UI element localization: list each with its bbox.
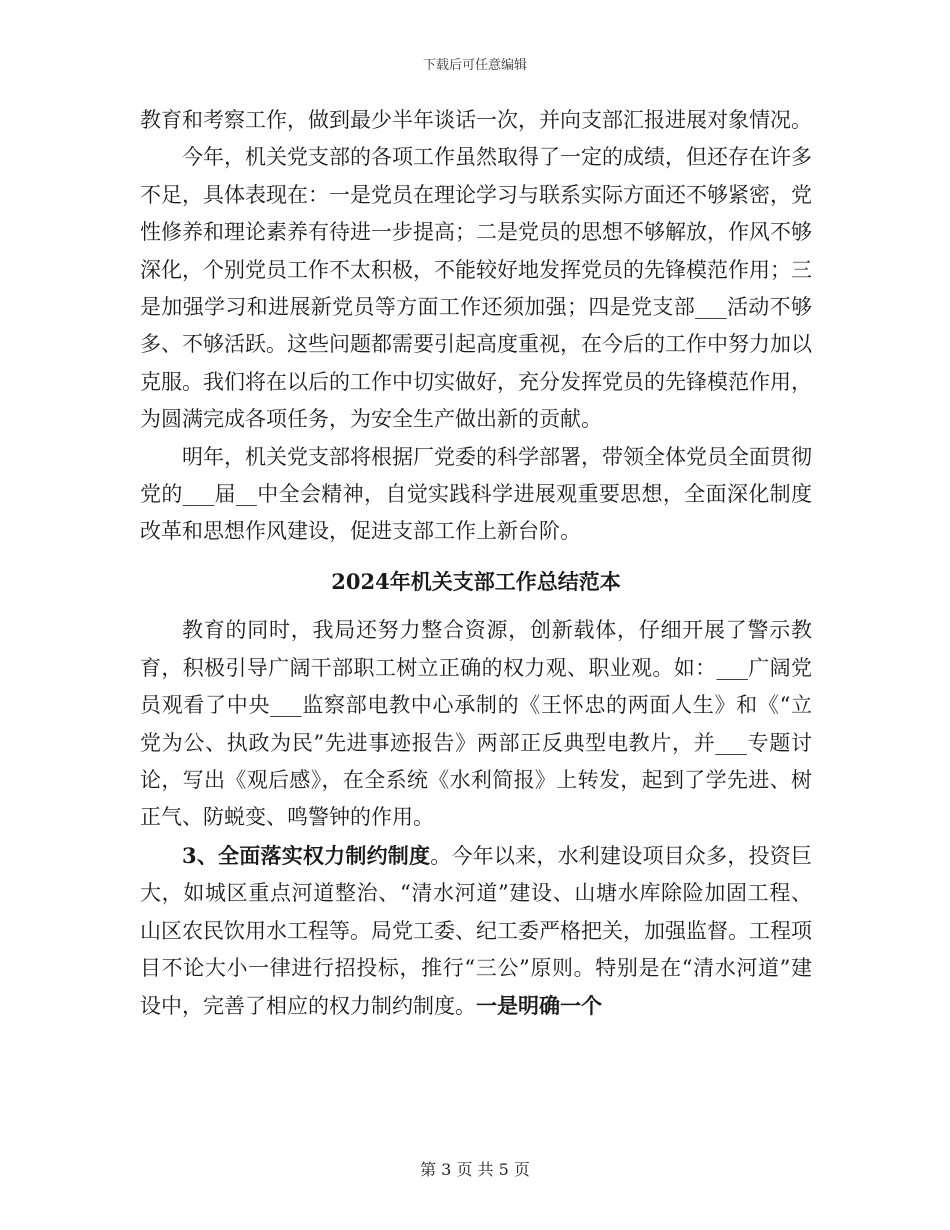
section-title: 2024年机关支部工作总结范本 bbox=[331, 568, 621, 594]
document-body bbox=[140, 102, 812, 1026]
paragraph-3: 明年，机关党支部将根据厂党委的科学部署，带领全体党员全面贯彻党的___届__中全会精神，自觉实践科学进展观重要思想，全面深化制度改革和思想作风建设，促进支部工作上新台阶。 bbox=[140, 444, 812, 544]
paragraph-2: 今年，机关党支部的各项工作虽然取得了一定的成绩，但还存在许多不足，具体表现在：一是党员在理论学习与联系实际方面还不够紧密，党性修养和理论素养有待进一步提高；二是党员的思想不够解放，作风不够深化，个别党员工作不太积极，不能较好地发挥党员的先锋模范作用；三是加强学习和进展新党员等方面工作还须加强；四是党支部___活动不够多、不够活跃。这些问题都需要引起高度重视，在今后的工作中努力加以克服。我们将在以后的工作中切实做好，充分发挥党员的先锋模范作用，为圆满完成各项任务，为安全生产做出新的贡献。 bbox=[140, 145, 812, 432]
paragraph-1: 教育和考察工作，做到最少半年谈话一次，并向支部汇报进展对象情况。 bbox=[140, 108, 812, 132]
paragraph-5-text: 。今年以来，水利建设项目众多，投资巨大，如城区重点河道整治、“清水河道”建设、山塘水库除险加固工程、山区农民饮用水工程等。局党工委、纪工委严格把关，加强监督。工程项目不论大小一律进行招投标，推行“三公”原则。特别是在“清水河道”建设中，完善了相应的权力制约制度。 bbox=[140, 843, 812, 1019]
page-footer: 第 3 页 共 5 页 bbox=[420, 1160, 530, 1179]
page-header: 下载后可任意编辑 bbox=[422, 58, 527, 73]
paragraph-4: 教育的同时，我局还努力整合资源，创新载体，仔细开展了警示教育，积极引导广阔干部职工树立正确的权力观、职业观。如：___广阔党员观看了中央___监察部电教中心承制的《王怀忠的两面人生》和《“立党为公、执政为民”先进事迹报告》两部正反典型电教片，并___专题讨论，写出《观后感》，在全系统《水利简报》上转发，起到了学先进、树正气、防蜕变、鸣警钟的作用。 bbox=[140, 618, 812, 830]
paragraph-5-heading: 3、全面落实权力制约制度 bbox=[182, 842, 431, 868]
paragraph-5 bbox=[140, 837, 812, 1026]
paragraph-5-bold-tail: 一是明确一个 bbox=[476, 993, 602, 1019]
